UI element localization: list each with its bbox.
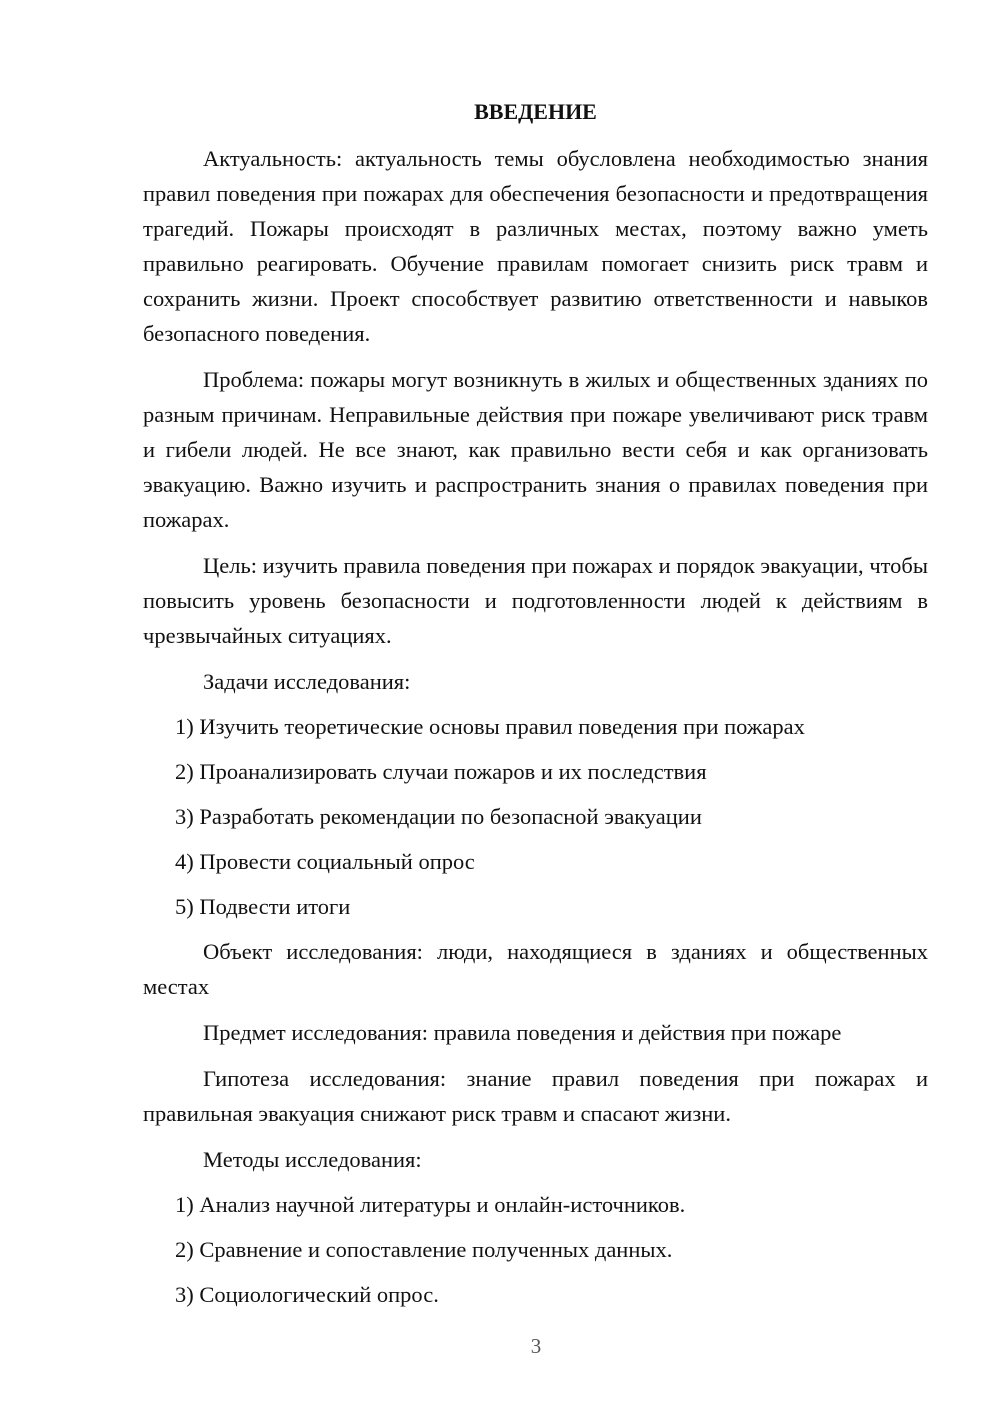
subject-paragraph: Предмет исследования: правила поведения и действия при пожаре <box>203 1020 842 1045</box>
document-page <box>143 94 928 1322</box>
tasks-list <box>143 709 928 924</box>
page-title: ВВЕДЕНИЕ <box>474 99 597 124</box>
tasks-label: Задачи исследования: <box>203 669 411 694</box>
list-item: 1) Изучить теоретические основы правил поведения при пожарах <box>175 714 805 739</box>
hypothesis-paragraph: Гипотеза исследования: знание правил поведения при пожарах и правильная эвакуация снижают риск травм и спасают жизни. <box>143 1066 928 1126</box>
page-number: 3 <box>530 1334 542 1358</box>
list-item: 4) Провести социальный опрос <box>175 849 475 874</box>
methods-label: Методы исследования: <box>203 1147 422 1172</box>
list-item: 2) Сравнение и сопоставление полученных данных. <box>175 1237 673 1262</box>
list-item: 2) Проанализировать случаи пожаров и их последствия <box>175 759 707 784</box>
object-paragraph: Объект исследования: люди, находящиеся в зданиях и общественных местах <box>143 939 928 999</box>
methods-list <box>143 1187 928 1312</box>
list-item: 1) Анализ научной литературы и онлайн-источников. <box>175 1192 686 1217</box>
relevance-paragraph: Актуальность: актуальность темы обусловлена необходимостью знания правил поведения при пожарах для обеспечения безопасности и предотвращения трагедий. Пожары происходят в различных местах, поэтому важно уметь правильно реагировать. Обучение правилам помогает снизить риск травм и сохранить жизни. Проект способствует развитию ответственности и навыков безопасного поведения. <box>143 146 928 346</box>
problem-paragraph: Проблема: пожары могут возникнуть в жилых и общественных зданиях по разным причинам. Неправильные действия при пожаре увеличивают риск травм и гибели людей. Не все знают, как правильно вести себя и как организовать эвакуацию. Важно изучить и распространить знания о правилах поведения при пожарах. <box>143 367 928 532</box>
list-item: 3) Разработать рекомендации по безопасной эвакуации <box>175 804 702 829</box>
list-item: 3) Социологический опрос. <box>175 1282 439 1307</box>
list-item: 5) Подвести итоги <box>175 894 351 919</box>
goal-paragraph: Цель: изучить правила поведения при пожарах и порядок эвакуации, чтобы повысить уровень безопасности и подготовленности людей к действиям в чрезвычайных ситуациях. <box>143 553 928 648</box>
